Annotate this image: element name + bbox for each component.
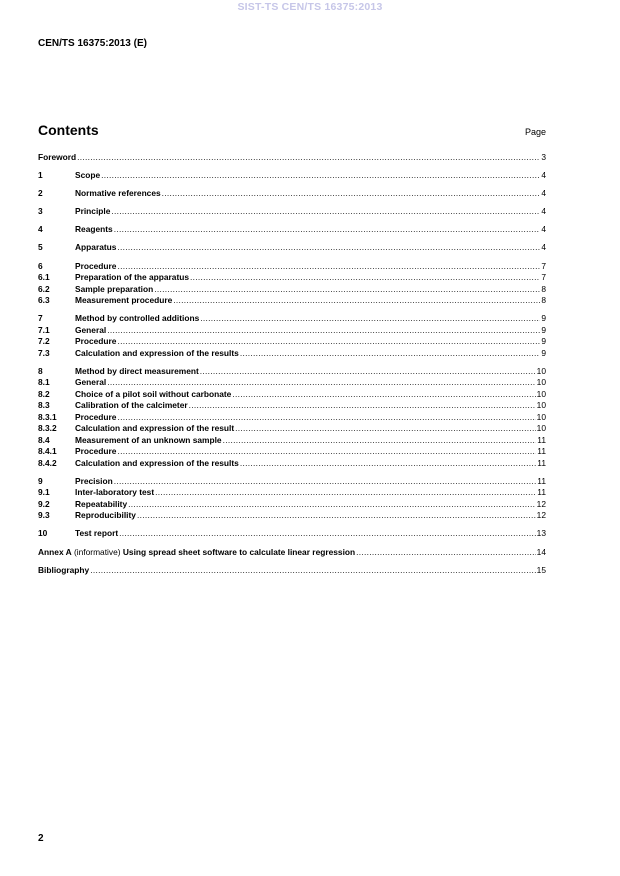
toc-entry-page: 11 bbox=[537, 475, 546, 486]
table-of-contents bbox=[38, 152, 546, 576]
toc-dot-leader bbox=[162, 188, 541, 200]
toc-entry-number: 8.3.2 bbox=[38, 423, 57, 434]
toc-entry-annex-a[interactable] bbox=[38, 547, 546, 559]
toc-entry[interactable] bbox=[38, 366, 546, 378]
toc-entry-page: 4 bbox=[541, 242, 546, 253]
toc-entry[interactable] bbox=[38, 284, 546, 296]
toc-entry-page: 10 bbox=[536, 377, 546, 388]
toc-entry-title: Bibliography bbox=[38, 564, 90, 575]
toc-entry[interactable] bbox=[38, 389, 546, 401]
toc-dot-leader bbox=[137, 510, 536, 522]
toc-entry-number: 8 bbox=[38, 365, 43, 376]
toc-entry[interactable] bbox=[38, 242, 546, 254]
toc-entry[interactable] bbox=[38, 261, 546, 273]
watermark: SIST-TS CEN/TS 16375:2013 bbox=[237, 1, 383, 13]
toc-dot-leader bbox=[117, 446, 536, 458]
toc-dot-leader bbox=[101, 170, 540, 182]
toc-entry-page: 10 bbox=[536, 388, 546, 399]
toc-entry-number: 4 bbox=[38, 224, 43, 235]
toc-entry-number: 7.2 bbox=[38, 336, 50, 347]
toc-entry-page: 9 bbox=[541, 336, 546, 347]
toc-entry[interactable] bbox=[38, 206, 546, 218]
toc-entry-page: 4 bbox=[541, 206, 546, 217]
toc-entry-title: Method by direct measurement bbox=[75, 365, 199, 376]
toc-entry[interactable] bbox=[38, 446, 546, 458]
page-column-label: Page bbox=[524, 127, 546, 137]
toc-dot-leader bbox=[200, 366, 536, 378]
toc-dot-leader bbox=[128, 499, 536, 511]
toc-entry-title: Reproducibility bbox=[75, 510, 136, 521]
toc-entry-number: 6.1 bbox=[38, 272, 50, 283]
toc-entry[interactable] bbox=[38, 170, 546, 182]
toc-entry-bibliography[interactable] bbox=[38, 565, 546, 577]
toc-dot-leader bbox=[189, 400, 536, 412]
toc-entry-title: Principle bbox=[75, 206, 111, 217]
toc-dot-leader bbox=[90, 565, 535, 577]
toc-entry-page: 10 bbox=[536, 365, 546, 376]
toc-dot-leader bbox=[240, 458, 536, 470]
toc-entry-number: 9.3 bbox=[38, 510, 50, 521]
toc-entry-page: 4 bbox=[541, 224, 546, 235]
toc-dot-leader bbox=[173, 295, 540, 307]
toc-entry-page: 7 bbox=[541, 260, 546, 271]
toc-entry[interactable] bbox=[38, 400, 546, 412]
toc-entry-page: 15 bbox=[536, 564, 546, 575]
toc-annex-title bbox=[38, 547, 355, 559]
toc-dot-leader bbox=[200, 313, 540, 325]
toc-entry-number: 5 bbox=[38, 242, 43, 253]
toc-dot-leader bbox=[107, 325, 540, 337]
toc-entry-title: Choice of a pilot soil without carbonate bbox=[75, 388, 232, 399]
toc-entry-page: 10 bbox=[536, 423, 546, 434]
toc-entry-title: General bbox=[75, 324, 107, 335]
toc-entry-number: 9.2 bbox=[38, 498, 50, 509]
toc-entry[interactable] bbox=[38, 224, 546, 236]
toc-dot-leader bbox=[235, 423, 536, 435]
toc-entry-page: 9 bbox=[541, 313, 546, 324]
toc-entry-page: 9 bbox=[541, 347, 546, 358]
toc-entry[interactable] bbox=[38, 528, 546, 540]
toc-annex-heading: Using spread sheet software to calculate linear regression bbox=[122, 546, 356, 557]
toc-entry[interactable] bbox=[38, 325, 546, 337]
toc-entry-number: 1 bbox=[38, 170, 43, 181]
toc-entry-number: 9 bbox=[38, 475, 43, 486]
toc-entry-page: 4 bbox=[541, 188, 546, 199]
toc-entry[interactable] bbox=[38, 272, 546, 284]
contents-title: Contents bbox=[38, 122, 99, 138]
toc-annex-note: (informative) bbox=[71, 546, 123, 557]
toc-entry-title: Calculation and expression of the results bbox=[75, 457, 239, 468]
toc-entry-page: 8 bbox=[541, 295, 546, 306]
toc-entry-foreword[interactable] bbox=[38, 152, 546, 164]
page-number: 2 bbox=[38, 833, 44, 844]
toc-entry-number: 8.4.2 bbox=[38, 457, 57, 468]
toc-dot-leader bbox=[232, 389, 535, 401]
toc-entry-page: 10 bbox=[536, 400, 546, 411]
toc-entry[interactable] bbox=[38, 510, 546, 522]
toc-entry-page: 11 bbox=[537, 487, 546, 498]
toc-entry-page: 12 bbox=[536, 510, 546, 521]
toc-entry-number: 6.3 bbox=[38, 295, 50, 306]
toc-dot-leader bbox=[117, 261, 540, 273]
toc-entry[interactable] bbox=[38, 423, 546, 435]
toc-entry[interactable] bbox=[38, 336, 546, 348]
toc-entry-number: 8.2 bbox=[38, 388, 50, 399]
toc-entry-number: 7.1 bbox=[38, 324, 50, 335]
toc-dot-leader bbox=[155, 487, 536, 499]
toc-entry[interactable] bbox=[38, 313, 546, 325]
toc-entry-page: 11 bbox=[537, 434, 546, 445]
toc-entry-number: 9.1 bbox=[38, 487, 50, 498]
toc-entry[interactable] bbox=[38, 188, 546, 200]
toc-entry[interactable] bbox=[38, 487, 546, 499]
toc-entry[interactable] bbox=[38, 499, 546, 511]
toc-dot-leader bbox=[114, 476, 537, 488]
toc-dot-leader bbox=[223, 435, 537, 447]
toc-entry-number: 8.3 bbox=[38, 400, 50, 411]
toc-entry-title: General bbox=[75, 377, 107, 388]
toc-entry-number: 8.3.1 bbox=[38, 411, 57, 422]
toc-entry-page: 14 bbox=[536, 546, 546, 557]
toc-entry-page: 9 bbox=[541, 324, 546, 335]
toc-entry-title: Procedure bbox=[75, 260, 117, 271]
toc-dot-leader bbox=[154, 284, 540, 296]
toc-entry-title: Repeatability bbox=[75, 498, 128, 509]
toc-entry-page: 11 bbox=[537, 446, 546, 457]
toc-entry-page: 11 bbox=[537, 457, 546, 468]
toc-entry-number: 10 bbox=[38, 528, 48, 539]
toc-dot-leader bbox=[356, 547, 536, 559]
toc-dot-leader bbox=[77, 152, 540, 164]
toc-entry-number: 6 bbox=[38, 260, 43, 271]
toc-dot-leader bbox=[117, 336, 540, 348]
toc-entry-number: 2 bbox=[38, 188, 43, 199]
toc-dot-leader bbox=[117, 412, 535, 424]
toc-entry-title: Measurement of an unknown sample bbox=[75, 434, 222, 445]
toc-entry[interactable] bbox=[38, 377, 546, 389]
toc-entry[interactable] bbox=[38, 458, 546, 470]
toc-entry[interactable] bbox=[38, 476, 546, 488]
toc-entry-title: Calculation and expression of the result bbox=[75, 423, 235, 434]
toc-dot-leader bbox=[119, 528, 536, 540]
toc-entry-title: Apparatus bbox=[75, 242, 117, 253]
toc-entry-number: 7.3 bbox=[38, 347, 50, 358]
toc-entry-title: Inter-laboratory test bbox=[75, 487, 155, 498]
toc-entry-page: 4 bbox=[541, 170, 546, 181]
toc-entry[interactable] bbox=[38, 435, 546, 447]
toc-dot-leader bbox=[240, 348, 541, 360]
toc-entry-title: Reagents bbox=[75, 224, 113, 235]
toc-entry-page: 12 bbox=[536, 498, 546, 509]
toc-entry-title: Procedure bbox=[75, 446, 117, 457]
toc-entry-page: 8 bbox=[541, 283, 546, 294]
toc-entry-number: 7 bbox=[38, 313, 43, 324]
toc-dot-leader bbox=[114, 224, 541, 236]
toc-entry-number: 3 bbox=[38, 206, 43, 217]
toc-entry-title: Calibration of the calcimeter bbox=[75, 400, 188, 411]
toc-entry-number: 6.2 bbox=[38, 283, 50, 294]
toc-entry-title: Procedure bbox=[75, 411, 117, 422]
toc-entry-number: 8.1 bbox=[38, 377, 50, 388]
toc-dot-leader bbox=[117, 242, 540, 254]
toc-entry-title: Calculation and expression of the results bbox=[75, 347, 239, 358]
toc-annex-label: Annex A bbox=[38, 546, 72, 557]
toc-entry-title: Procedure bbox=[75, 336, 117, 347]
toc-dot-leader bbox=[190, 272, 540, 284]
toc-entry-title: Measurement procedure bbox=[75, 295, 173, 306]
toc-entry-title: Precision bbox=[75, 475, 113, 486]
toc-dot-leader bbox=[107, 377, 535, 389]
toc-entry-number: 8.4 bbox=[38, 434, 50, 445]
toc-entry-number: 8.4.1 bbox=[38, 446, 57, 457]
toc-entry-page: 7 bbox=[541, 272, 546, 283]
toc-entry-title: Scope bbox=[75, 170, 101, 181]
toc-entry[interactable] bbox=[38, 348, 546, 360]
document-id-header: CEN/TS 16375:2013 (E) bbox=[38, 38, 147, 49]
toc-entry-title: Normative references bbox=[75, 188, 161, 199]
toc-entry[interactable] bbox=[38, 412, 546, 424]
toc-entry-title: Preparation of the apparatus bbox=[75, 272, 190, 283]
toc-entry-page: 13 bbox=[536, 528, 546, 539]
toc-entry-title: Sample preparation bbox=[75, 283, 154, 294]
toc-entry-page: 10 bbox=[536, 411, 546, 422]
toc-entry-title: Method by controlled additions bbox=[75, 313, 200, 324]
toc-entry[interactable] bbox=[38, 295, 546, 307]
toc-entry-title: Test report bbox=[75, 528, 119, 539]
toc-entry-title: Foreword bbox=[38, 152, 77, 162]
toc-entry-page: 3 bbox=[541, 152, 546, 162]
toc-dot-leader bbox=[111, 206, 540, 218]
